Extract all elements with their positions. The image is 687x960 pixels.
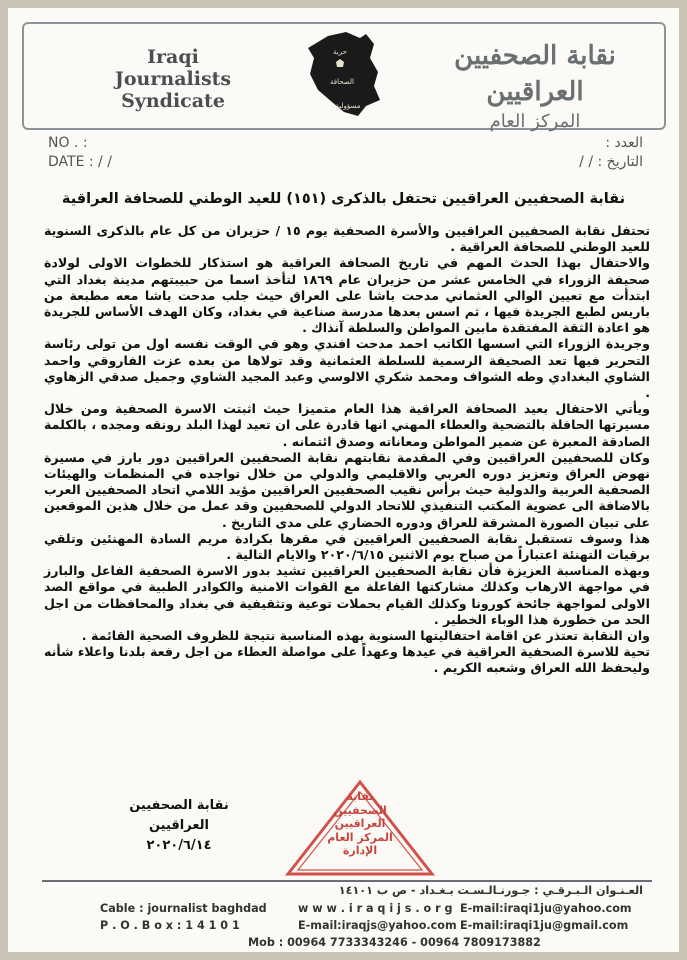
paragraph: تحتفل نقابة الصحفيين العراقيين والأسرة الصحفية يوم ١٥ / حزيران من كل عام بالذكرى السنوية للعيد الوطني للصحافة العراقية . xyxy=(44,223,650,255)
stamp-line: نقابة xyxy=(346,790,374,803)
footer-divider xyxy=(42,880,652,882)
iraq-map-logo xyxy=(300,28,390,120)
paragraph: والاحتفال بهذا الحدث المهم في تاريخ الصحافة العراقية هو استذكار للخطوات الاولى لولادة صحيفة الزوراء في الخامس عشر من حزيران عام ١٨٦٩ لتأخذ اسما من حبيبتهم مدينة بغداد التي ابتدأت مع تعيين الوالي العثماني مدحت باشا على العراق حيث جلب مدحت باشا معه مطبعة من باريس لطبع الجريدة فيها ، ثم اسس بعدها مدرسة صناعية في بغداد، وكان الهدف الأساس للجريدة هو اعادة الثقة المفتقدة مابين المواطن والسلطة آنذاك . xyxy=(44,255,650,336)
footer-pobox: P . O . B o x : 1 4 1 0 1 xyxy=(100,919,240,932)
stamp-line: المركز العام xyxy=(327,830,393,844)
document-title: نقابة الصحفيين العراقيين تحتفل بالذكرى (١٥١) للعيد الوطني للصحافة العراقية xyxy=(61,191,626,207)
paragraph: وجريدة الزوراء التي اسسها الكاتب احمد مدحت افندي وهو في الوقت نفسه اول من تولى رئاسة التحرير فيها تعد الصحيفة الرسمية للسلطة العثمانية وقد تولاها من بعده عزت الفاروقي واحمد الشاوي البغدادي وطه الشواف ومحمد شكري الالوسي وعبد المجيد الشاوي وجميل صدقي الزهاوي . xyxy=(44,336,650,401)
date-field-ar: التاريخ : / / xyxy=(579,154,643,170)
org-name-english xyxy=(68,46,278,112)
signature-block xyxy=(104,796,254,856)
footer-website: w w w . i r a q i j s . o r g xyxy=(298,902,453,915)
paragraph: هذا وسوف تستقبل نقابة الصحفيين العراقيين في مقرها بكرادة مريم السادة المهنئين وتلقي برقيات التهنئة اعتباراً من صباح يوم الاثنين ٢٠٢٠/٦/١٥ والايام التالية . xyxy=(44,530,650,563)
footer-email-3: E-mail:iraqi1ju@gmail.com xyxy=(460,919,629,932)
paragraph: وبهذه المناسبة العزيزة فأن نقابة الصحفيين العراقيين تشيد بدور الاسرة الصحفية الفاعل والبارز في مواجهة الارهاب وكذلك مشاركتها الفاعلة مع القوات الامنية والكوادر الطبية في مواقع الصد الاولى لمواجهة جائحة كورونا وكذلك القيام بحملات توعية وتثقيفية في بغداد والمحافظات من اجل الحد من خطورة هذا الوباء الخطير . xyxy=(44,563,650,627)
number-field-en: NO . : xyxy=(48,135,88,151)
signature-date: ٢٠٢٠/٦/١٤ xyxy=(146,838,212,853)
stamp-line: الصحفيين xyxy=(333,803,387,817)
document-body xyxy=(44,223,650,677)
paragraph: تحية للاسرة الصحفية العراقية في عيدها وعهداً على مواصلة العطاء من اجل رفعة بلدنا واعلاء شأنه وليحفظ الله العراق وشعبه الكريم . xyxy=(44,644,650,676)
letter-page xyxy=(8,8,679,952)
footer-email-2: E-mail:iraqjs@yahoo.com xyxy=(298,919,457,932)
footer-mobile: Mob : 00964 7733343246 - 00964 7809173882 xyxy=(248,936,541,949)
stamp-text xyxy=(280,790,440,858)
footer-email-1: E-mail:iraqi1ju@yahoo.com xyxy=(460,902,632,915)
number-field-ar: العدد : xyxy=(605,135,643,151)
org-name-english-line2: Journalists Syndicate xyxy=(114,68,232,112)
footer-address-arabic: العـنـوان الـبـرقـي : جـورنـالـسـت بـغـداد - ص ب ١٤١٠١ xyxy=(338,884,643,897)
paragraph: وان النقابة تعتذر عن اقامة احتفاليتها السنوية بهذه المناسبة نتيجة للظروف الصحية القائمة . xyxy=(81,628,650,644)
paragraph: وكان للصحفيين العراقيين وفي المقدمة نقابتهم نقابة الصحفيين العراقيين دور بارز في مسيرة نهوض العراق وتعزيز دوره العربي والاقليمي والدولي من خلال تواجده في المنظمات والهيئات الصحفية العربية والدولية حيث برأس نقيب الصحفيين العراقيين مؤيد اللامي اتحاد الصحفيين العرب بالاضافة الى عضوية المكتب التنفيذي للاتحاد الدولي للصحفيين وقد عمل من خلال هذين الموقعين على تبيان الصورة المشرقة للعراق ودوره الحضاري على مدى التاريخ . xyxy=(44,449,650,530)
date-field-en: DATE : / / xyxy=(48,154,112,170)
paragraph: ويأتي الاحتفال بعيد الصحافة العراقية هذا العام متميزا حيث اثبتت الاسرة الصحفية ومن خلال مسيرتها الحافلة بالتضحية والعطاء المهني انها قادرة على ان تعيد لهذا البلد رونقه ومجده ، بالكلمة الصادقة المعبرة عن ضمير المواطن ومعاناته وصدق ائتمانه . xyxy=(44,401,650,449)
org-name-english-line1: Iraqi xyxy=(147,46,199,68)
org-name-arabic-line1: نقابة الصحفيين العراقيين xyxy=(454,41,616,107)
org-name-arabic-line2: المركز العام xyxy=(489,111,581,132)
signature-org: نقابة الصحفيين العراقيين xyxy=(129,798,229,833)
map-text-1: حرية xyxy=(333,48,347,56)
org-name-arabic xyxy=(425,38,645,134)
stamp-line: العراقيين xyxy=(334,817,386,830)
map-text-3: مسؤولية xyxy=(335,102,361,110)
footer-cable: Cable : journalist baghdad xyxy=(100,902,267,915)
map-text-2: الصحافة xyxy=(330,78,354,86)
stamp-line: الإدارة xyxy=(342,844,378,857)
